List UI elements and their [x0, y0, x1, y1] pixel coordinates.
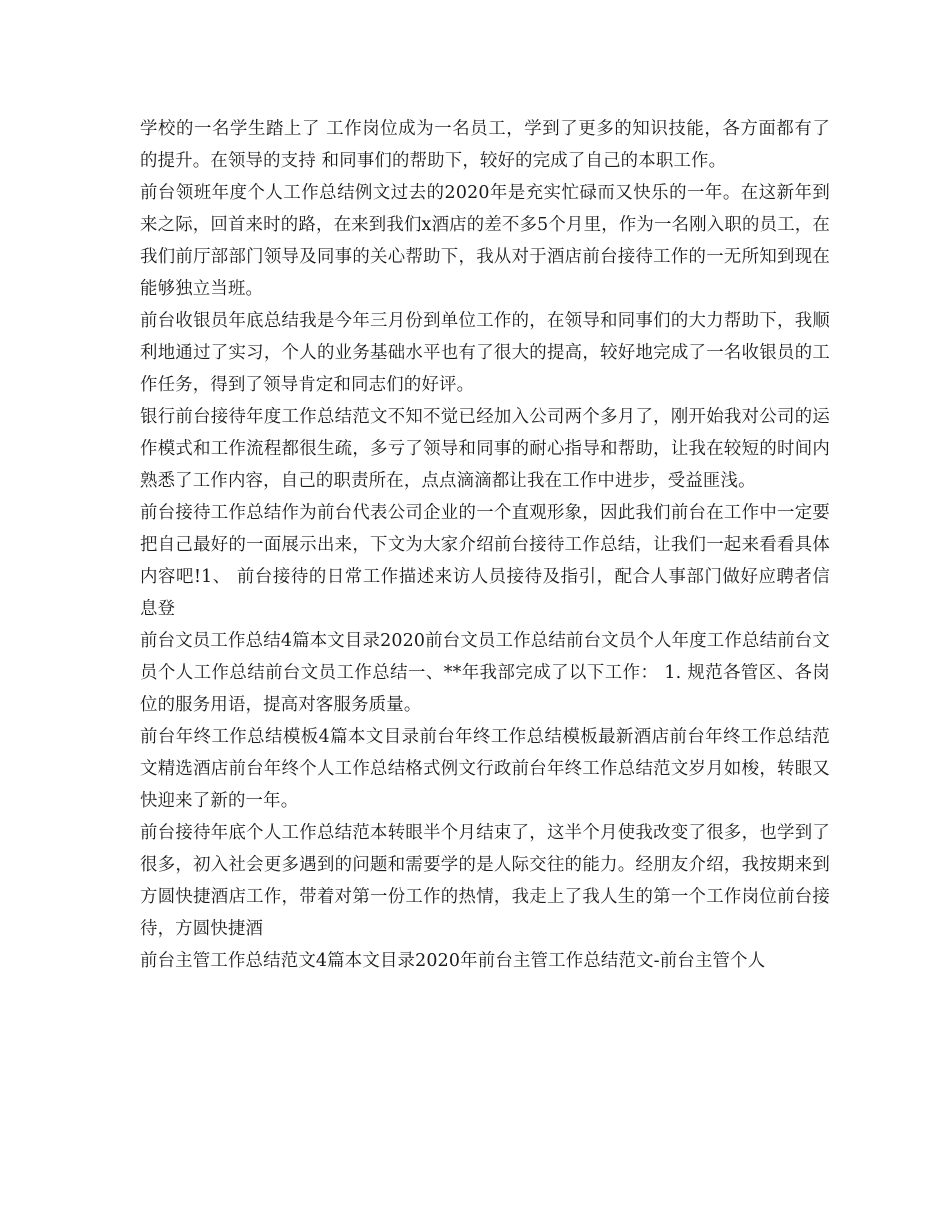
paragraph-5: 前台接待工作总结作为前台代表公司企业的一个直观形象，因此我们前台在工作中一定要把自己最好的一面展示出来，下文为大家介绍前台接待工作总结，让我们一起来看看具体内容吧!1、 前台接待的日常工作描述来访人员接待及指引，配合人事部门做好应聘者信息登 — [140, 503, 830, 619]
paragraph-4: 银行前台接待年度工作总结范文不知不觉已经加入公司两个多月了，刚开始我对公司的运作模式和工作流程都很生疏，多亏了领导和同事的耐心指导和帮助，让我在较短的时间内熟悉了工作内容，自己的职责所在，点点滴滴都让我在工作中进步，受益匪浅。 — [140, 407, 830, 491]
paragraph-2: 前台领班年度个人工作总结例文过去的2020年是充实忙碌而又快乐的一年。在这新年到来之际，回首来时的路，在来到我们x酒店的差不多5个月里，作为一名刚入职的员工，在我们前厅部部门领导及同事的关心帮助下，我从对于酒店前台接待工作的一无所知到现在能够独立当班。 — [140, 183, 830, 299]
paragraph-3: 前台收银员年底总结我是今年三月份到单位工作的，在领导和同事们的大力帮助下，我顺利地通过了实习，个人的业务基础水平也有了很大的提高，较好地完成了一名收银员的工作任务，得到了领导肯定和同志们的好评。 — [140, 311, 830, 395]
paragraph-1: 学校的一名学生踏上了 工作岗位成为一名员工，学到了更多的知识技能，各方面都有了的提升。在领导的支持 和同事们的帮助下，较好的完成了自己的本职工作。 — [140, 119, 830, 171]
paragraph-7: 前台年终工作总结模板4篇本文目录前台年终工作总结模板最新酒店前台年终工作总结范文精选酒店前台年终个人工作总结格式例文行政前台年终工作总结范文岁月如梭，转眼又快迎来了新的一年。 — [140, 727, 830, 811]
document-body — [140, 113, 830, 977]
paragraph-8: 前台接待年底个人工作总结范本转眼半个月结束了，这半个月使我改变了很多，也学到了很多，初入社会更多遇到的问题和需要学的是人际交往的能力。经朋友介绍，我按期来到方圆快捷酒店工作，带着对第一份工作的热情，我走上了我人生的第一个工作岗位前台接待，方圆快捷酒 — [140, 823, 830, 939]
paragraph-6: 前台文员工作总结4篇本文目录2020前台文员工作总结前台文员个人年度工作总结前台文员个人工作总结前台文员工作总结一、**年我部完成了以下工作： 1. 规范各管区、各岗位的服务用语，提高对客服务质量。 — [140, 631, 830, 715]
paragraph-9: 前台主管工作总结范文4篇本文目录2020年前台主管工作总结范文-前台主管个人 — [140, 951, 766, 971]
